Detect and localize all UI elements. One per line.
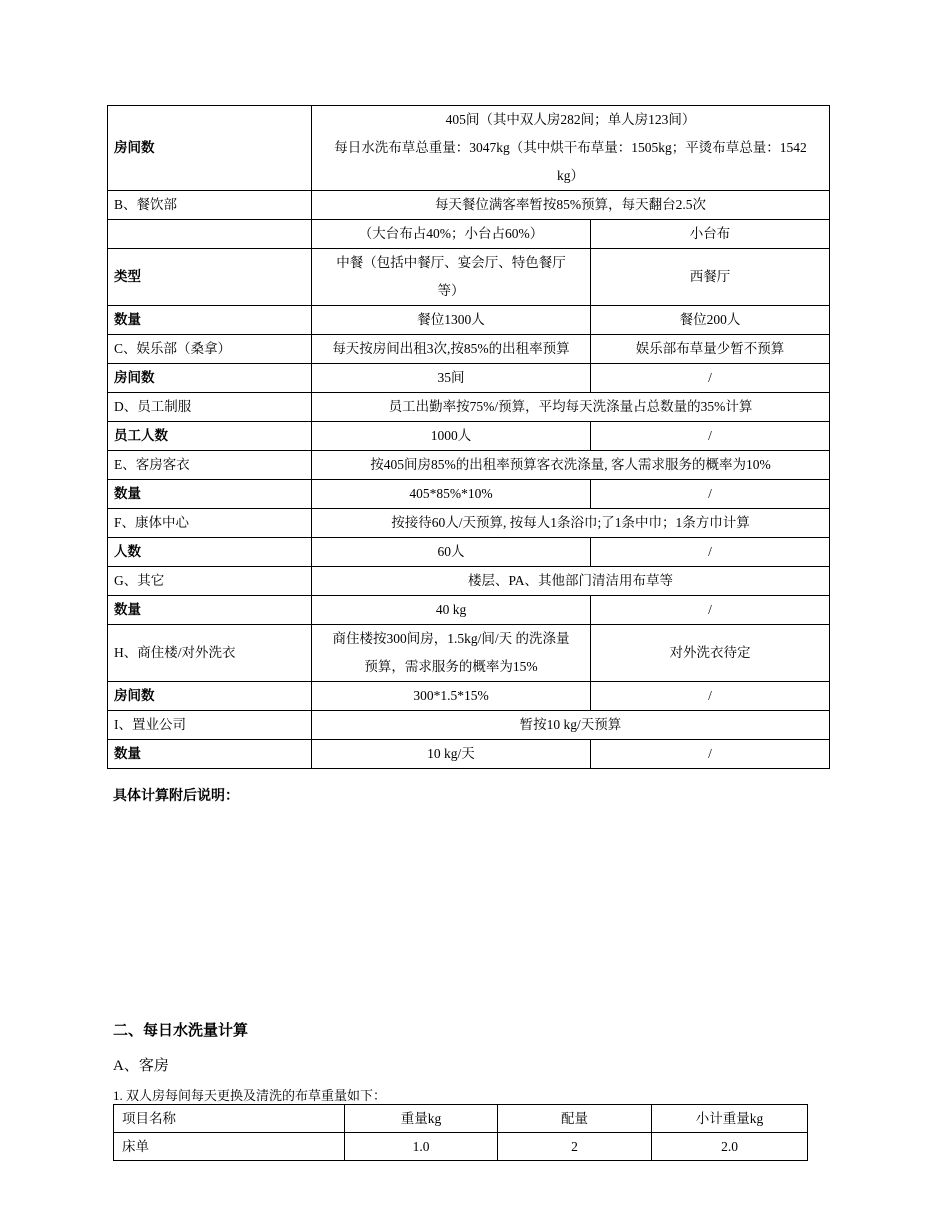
- cell: /: [591, 364, 830, 393]
- rooms-detail-cell: [312, 106, 830, 191]
- cell: 每天按房间出租3次,按85%的出租率预算: [312, 335, 591, 364]
- cell-line: 商住楼按300间房，1.5kg/间/天 的洗涤量: [332, 631, 570, 646]
- row-label: 房间数: [108, 682, 312, 711]
- table-row: [108, 567, 830, 596]
- table-row: [108, 740, 830, 769]
- cell: 2.0: [652, 1133, 808, 1161]
- cell: 西餐厅: [591, 249, 830, 306]
- row-label: 房间数: [108, 364, 312, 393]
- calc-note-heading: 具体计算附后说明：: [113, 788, 239, 804]
- merged-cell: 按接待60人/天预算, 按每人1条浴巾;了1条中巾；1条方巾计算: [312, 509, 830, 538]
- table-row: [108, 106, 830, 191]
- table-row: [108, 451, 830, 480]
- cell: 小台布: [591, 220, 830, 249]
- column-header: 配量: [498, 1105, 652, 1133]
- cell: /: [591, 682, 830, 711]
- table-row: [108, 509, 830, 538]
- table-header-row: [114, 1105, 808, 1133]
- cell: [312, 625, 591, 682]
- cell: 餐位200人: [591, 306, 830, 335]
- table-row: [108, 306, 830, 335]
- cell: 10 kg/天: [312, 740, 591, 769]
- column-header: 小计重量kg: [652, 1105, 808, 1133]
- cell: 300*1.5*15%: [312, 682, 591, 711]
- table-row: [108, 480, 830, 509]
- cell: /: [591, 740, 830, 769]
- column-header: 重量kg: [345, 1105, 498, 1133]
- cell: 床单: [114, 1133, 345, 1161]
- table-row: [108, 220, 830, 249]
- cell-line: 预算，需求服务的概率为15%: [364, 659, 538, 674]
- table-row: [114, 1133, 808, 1161]
- linen-weight-table: [113, 1104, 808, 1161]
- cell-line: kg）: [557, 168, 584, 183]
- row-label: 员工人数: [108, 422, 312, 451]
- row-label: 人数: [108, 538, 312, 567]
- table-row: [108, 538, 830, 567]
- table-row: [108, 682, 830, 711]
- cell: 405*85%*10%: [312, 480, 591, 509]
- table-row: [108, 191, 830, 220]
- row-label: [108, 220, 312, 249]
- table-row: [108, 625, 830, 682]
- table-row: [108, 596, 830, 625]
- merged-cell: 员工出勤率按75%/预算，平均每天洗涤量占总数量的35%计算: [312, 393, 830, 422]
- column-header: 项目名称: [114, 1105, 345, 1133]
- row-label: G、其它: [108, 567, 312, 596]
- table-row: [108, 711, 830, 740]
- row-label: B、餐饮部: [108, 191, 312, 220]
- merged-cell: 暂按10 kg/天预算: [312, 711, 830, 740]
- merged-cell: 按405间房85%的出租率预算客衣洗涤量, 客人需求服务的概率为10%: [312, 451, 830, 480]
- section-note: 1. 双人房每间每天更换及清洗的布草重量如下：: [113, 1088, 387, 1103]
- cell: 40 kg: [312, 596, 591, 625]
- table-row: [108, 249, 830, 306]
- section-title: 二、每日水洗量计算: [113, 1021, 249, 1039]
- cell: [312, 249, 591, 306]
- cell: 60人: [312, 538, 591, 567]
- cell: 对外洗衣待定: [591, 625, 830, 682]
- cell-line: 405间（其中双人房282间；单人房123间）: [445, 112, 696, 127]
- table-row: [108, 422, 830, 451]
- row-label: D、员工制服: [108, 393, 312, 422]
- cell: /: [591, 596, 830, 625]
- cell: 1.0: [345, 1133, 498, 1161]
- cell: 1000人: [312, 422, 591, 451]
- row-label: 类型: [108, 249, 312, 306]
- row-label: C、娱乐部（桑拿）: [108, 335, 312, 364]
- table-row: [108, 364, 830, 393]
- merged-cell: 楼层、PA、其他部门清洁用布草等: [312, 567, 830, 596]
- table-row: [108, 335, 830, 364]
- cell: /: [591, 480, 830, 509]
- cell: 2: [498, 1133, 652, 1161]
- cell: 娱乐部布草量少暂不预算: [591, 335, 830, 364]
- cell-line: 中餐（包括中餐厅、宴会厅、特色餐厅: [336, 255, 566, 270]
- merged-cell: 每天餐位满客率暂按85%预算，每天翻台2.5次: [312, 191, 830, 220]
- laundry-summary-table: [107, 105, 830, 769]
- row-label: 数量: [108, 740, 312, 769]
- cell: （大台布占40%；小台占60%）: [312, 220, 591, 249]
- cell: /: [591, 538, 830, 567]
- cell-line: 等）: [437, 283, 465, 298]
- row-label: I、置业公司: [108, 711, 312, 740]
- row-label: F、康体中心: [108, 509, 312, 538]
- row-label: 房间数: [108, 106, 312, 191]
- row-label: 数量: [108, 480, 312, 509]
- row-label: 数量: [108, 596, 312, 625]
- cell: /: [591, 422, 830, 451]
- cell: 餐位1300人: [312, 306, 591, 335]
- table-row: [108, 393, 830, 422]
- row-label: 数量: [108, 306, 312, 335]
- section-subtitle: A、客房: [113, 1058, 169, 1074]
- row-label: E、客房客衣: [108, 451, 312, 480]
- cell-line: 每日水洗布草总重量：3047kg（其中烘干布草量：1505kg；平烫布草总量：1542: [334, 140, 807, 155]
- row-label: H、商住楼/对外洗衣: [108, 625, 312, 682]
- cell: 35间: [312, 364, 591, 393]
